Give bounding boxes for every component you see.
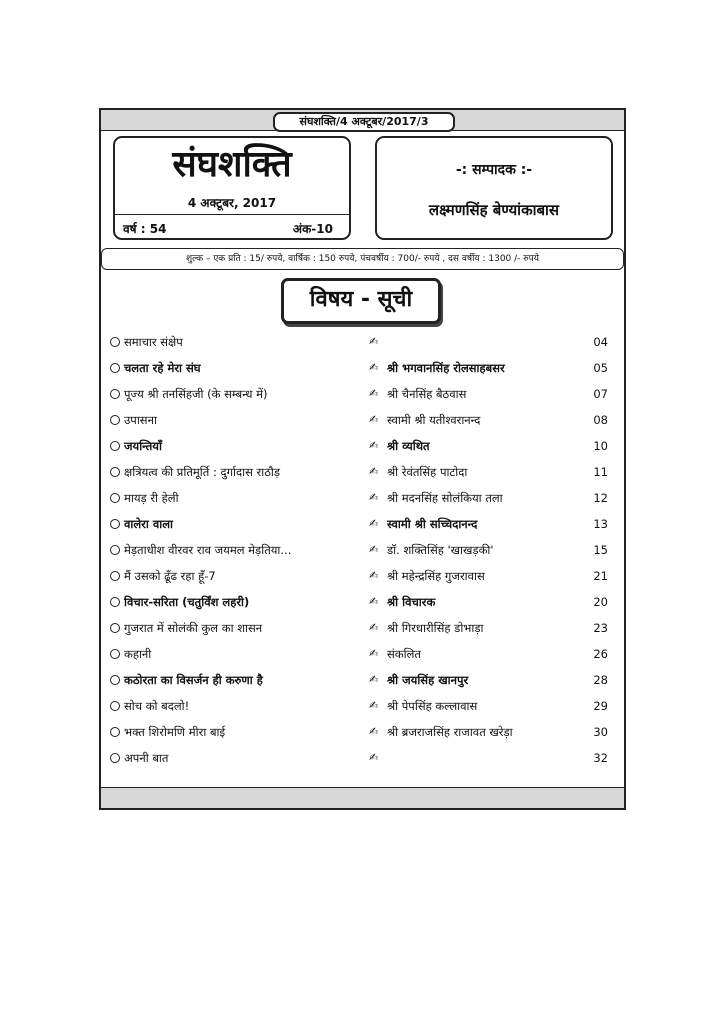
toc-row (101, 696, 624, 716)
toc-author: श्री जयसिंह खानपुर (387, 673, 469, 687)
toc-article-title: विचार-सरिता (चतुर्विंश लहरी) (124, 595, 250, 609)
toc-row (101, 566, 624, 586)
toc-author: संकलित (387, 647, 421, 661)
page-header-badge: संघशक्ति/4 अक्टूबर/2017/3 (273, 112, 455, 132)
circle-bullet-icon (110, 597, 120, 607)
toc-row (101, 332, 624, 352)
circle-bullet-icon (110, 415, 120, 425)
writing-hand-icon: ✍ (369, 673, 379, 686)
writing-hand-icon: ✍ (369, 725, 379, 738)
toc-article-title: समाचार संक्षेप (124, 335, 183, 349)
toc-page-number: 04 (593, 335, 608, 349)
editor-name: लक्ष्मणसिंह बेण्यांकाबास (428, 201, 560, 219)
subscription-fee-bar: शुल्क – एक प्रति : 15/ रुपये, वार्षिक : 150 रुपये, पंचवर्षीय : 700/- रुपये , दस वर्षीय : 1300 /- रुपये (101, 248, 624, 270)
circle-bullet-icon (110, 441, 120, 451)
toc-row (101, 670, 624, 690)
toc-author: श्री रेवंतसिंह पाटोदा (387, 465, 468, 479)
toc-page-number: 30 (593, 725, 608, 739)
circle-bullet-icon (110, 675, 120, 685)
toc-page-number: 28 (593, 673, 608, 687)
toc-author: श्री पेपसिंह कल्लावास (387, 699, 478, 713)
toc-article-title: क्षत्रियत्व की प्रतिमूर्ति : दुर्गादास राठौड़ (124, 465, 281, 479)
contents-page-frame (99, 108, 626, 810)
toc-author: श्री महेन्द्रसिंह गुजरावास (387, 569, 485, 583)
toc-page-number: 08 (593, 413, 608, 427)
toc-author: स्वामी श्री यतीश्वरानन्द (387, 413, 481, 427)
toc-article-title: चलता रहे मेरा संघ (124, 361, 201, 375)
toc-page-number: 23 (593, 621, 608, 635)
toc-row (101, 592, 624, 612)
toc-row (101, 384, 624, 404)
writing-hand-icon: ✍ (369, 465, 379, 478)
circle-bullet-icon (110, 363, 120, 373)
toc-row (101, 358, 624, 378)
toc-author: श्री गिरधारीसिंह डोभाड़ा (387, 621, 484, 635)
circle-bullet-icon (110, 571, 120, 581)
issue-number: अंक-10 (292, 222, 333, 236)
toc-author: श्री मदनसिंह सोलंकिया तला (387, 491, 503, 505)
toc-article-title: वालेरा वाला (124, 517, 174, 531)
circle-bullet-icon (110, 753, 120, 763)
toc-article-title: जयन्तियाँ (124, 439, 162, 453)
writing-hand-icon: ✍ (369, 335, 379, 348)
writing-hand-icon: ✍ (369, 361, 379, 374)
toc-row (101, 410, 624, 430)
toc-page-number: 26 (593, 647, 608, 661)
writing-hand-icon: ✍ (369, 621, 379, 634)
toc-page-number: 29 (593, 699, 608, 713)
toc-page-number: 21 (593, 569, 608, 583)
toc-article-title: मायड़ री हेली (124, 491, 179, 505)
toc-page-number: 20 (593, 595, 608, 609)
toc-page-number: 11 (593, 465, 608, 479)
toc-row (101, 540, 624, 560)
toc-page-number: 05 (593, 361, 608, 375)
toc-row (101, 748, 624, 768)
circle-bullet-icon (110, 649, 120, 659)
toc-article-title: पूज्य श्री तनसिंहजी (के सम्बन्ध में) (124, 387, 268, 401)
toc-row (101, 722, 624, 742)
editor-box (375, 136, 613, 240)
toc-author: स्वामी श्री सच्चिदानन्द (387, 517, 478, 531)
writing-hand-icon: ✍ (369, 517, 379, 530)
magazine-title: संघशक्ति (172, 144, 292, 185)
writing-hand-icon: ✍ (369, 387, 379, 400)
toc-author: श्री विचारक (387, 595, 436, 609)
toc-page-number: 07 (593, 387, 608, 401)
toc-page-number: 12 (593, 491, 608, 505)
toc-author: श्री व्यथित (387, 439, 430, 453)
writing-hand-icon: ✍ (369, 413, 379, 426)
writing-hand-icon: ✍ (369, 595, 379, 608)
circle-bullet-icon (110, 337, 120, 347)
issue-date: 4 अक्टूबर, 2017 (187, 196, 277, 210)
toc-page-number: 13 (593, 517, 608, 531)
writing-hand-icon: ✍ (369, 751, 379, 764)
toc-row (101, 514, 624, 534)
circle-bullet-icon (110, 519, 120, 529)
masthead-divider (115, 214, 349, 215)
toc-page-number: 15 (593, 543, 608, 557)
toc-author: श्री चैनसिंह बैठवास (387, 387, 467, 401)
toc-author: श्री भगवानसिंह रोलसाहबसर (387, 361, 505, 375)
toc-row (101, 644, 624, 664)
toc-article-title: सोच को बदलो! (124, 699, 190, 713)
toc-article-title: मैं उसको ढूँढ रहा हूँ-7 (124, 569, 216, 583)
toc-article-title: कहानी (124, 647, 152, 661)
circle-bullet-icon (110, 727, 120, 737)
toc-author: डॉ. शक्तिसिंह 'खाखड़की' (387, 543, 494, 557)
toc-article-title: उपासना (124, 413, 157, 427)
toc-row (101, 436, 624, 456)
toc-article-title: भक्त शिरोमणि मीरा बाई (124, 725, 226, 739)
toc-article-title: गुजरात में सोलंकी कुल का शासन (124, 621, 263, 635)
circle-bullet-icon (110, 623, 120, 633)
toc-page-number: 10 (593, 439, 608, 453)
writing-hand-icon: ✍ (369, 439, 379, 452)
writing-hand-icon: ✍ (369, 543, 379, 556)
writing-hand-icon: ✍ (369, 569, 379, 582)
editor-label: -: सम्पादक :- (455, 162, 533, 178)
circle-bullet-icon (110, 467, 120, 477)
toc-row (101, 618, 624, 638)
masthead-box (113, 136, 351, 240)
toc-row (101, 488, 624, 508)
circle-bullet-icon (110, 389, 120, 399)
volume-number: वर्ष : 54 (123, 222, 167, 236)
toc-row (101, 462, 624, 482)
contents-heading: विषय - सूची (281, 278, 441, 324)
toc-author: श्री ब्रजराजसिंह राजावत खरेड़ा (387, 725, 513, 739)
toc-article-title: मेड़ताधीश वीरवर राव जयमल मेड़तिया... (124, 543, 292, 557)
bottom-band (101, 787, 624, 808)
circle-bullet-icon (110, 493, 120, 503)
writing-hand-icon: ✍ (369, 699, 379, 712)
circle-bullet-icon (110, 545, 120, 555)
writing-hand-icon: ✍ (369, 491, 379, 504)
toc-article-title: कठोरता का विसर्जन ही करुणा है (124, 673, 263, 687)
toc-page-number: 32 (593, 751, 608, 765)
writing-hand-icon: ✍ (369, 647, 379, 660)
toc-article-title: अपनी बात (124, 751, 169, 765)
circle-bullet-icon (110, 701, 120, 711)
